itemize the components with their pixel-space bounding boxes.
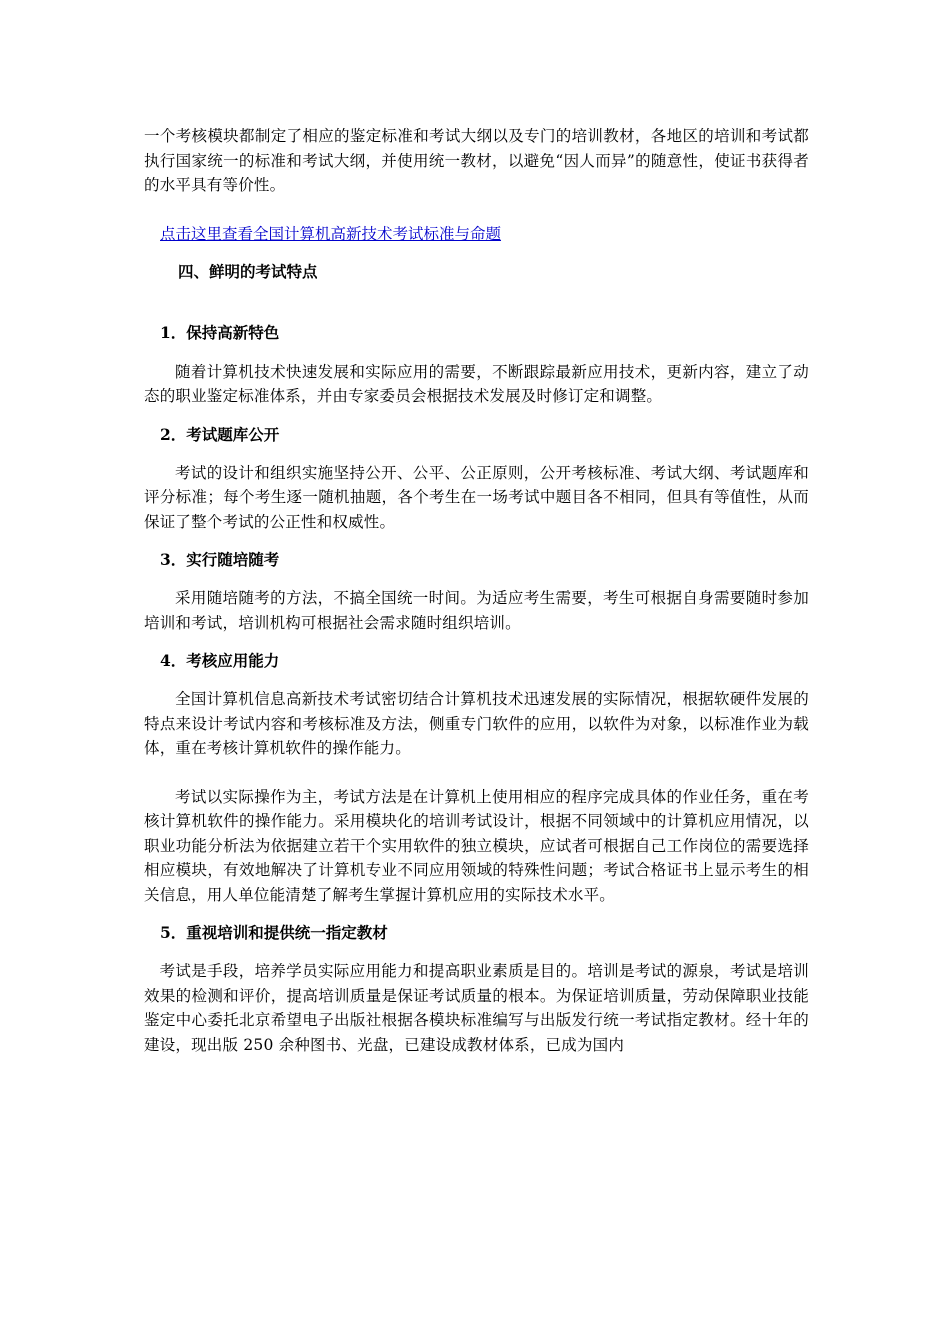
item-paragraph-4-1: 全国计算机信息高新技术考试密切结合计算机技术迅速发展的实际情况，根据软硬件发展的特点来设计考试内容和考核标准及方法，侧重专门软件的应用，以软件为对象，以标准作业为载体，重在考核计算机软件的操作能力。	[144, 690, 809, 757]
document-page	[144, 124, 809, 1057]
section-title: 四、鲜明的考试特点	[178, 261, 318, 281]
exam-standards-link[interactable]: 点击这里查看全国计算机高新技术考试标准与命题	[160, 224, 502, 243]
item-heading-5: 5．重视培训和提供统一指定教材	[160, 923, 388, 942]
item-paragraph-3-1: 采用随培随考的方法，不搞全国统一时间。为适应考生需要，考生可根据自身需要随时参加培训和考试，培训机构可根据社会需求随时组织培训。	[144, 589, 809, 632]
item-heading-1: 1．保持高新特色	[160, 322, 280, 342]
item-heading-4: 4．考核应用能力	[160, 651, 280, 670]
item-heading-3: 3．实行随培随考	[160, 550, 280, 569]
item-paragraph-4-2: 考试以实际操作为主，考试方法是在计算机上使用相应的程序完成具体的作业任务，重在考核计算机软件的操作能力。采用模块化的培训考试设计，根据不同领域中的计算机应用情况，以职业功能分析法为依据建立若干个实用软件的独立模块，应试者可根据自己工作岗位的需要选择相应模块，有效地解决了计算机专业不同应用领域的特殊性问题；考试合格证书上显示考生的相关信息，用人单位能清楚了解考生掌握计算机应用的实际技术水平。	[144, 787, 809, 904]
item-paragraph-5-1: 考试是手段，培养学员实际应用能力和提高职业素质是目的。培训是考试的源泉，考试是培训效果的检测和评价，提高培训质量是保证考试质量的根本。为保证培训质量，劳动保障职业技能鉴定中心委托北京希望电子出版社根据各模块标准编写与出版发行统一考试指定教材。经十年的建设，现出版 250 余种图书、光盘，已建设成教材体系，已成为国内	[144, 962, 809, 1054]
item-heading-2: 2．考试题库公开	[160, 424, 280, 444]
item-paragraph-2-1: 考试的设计和组织实施坚持公开、公平、公正原则，公开考核标准、考试大纲、考试题库和评分标准；每个考生逐一随机抽题，各个考生在一场考试中题目各不相同，但具有等值性，从而保证了整个考试的公正性和权威性。	[144, 463, 809, 531]
item-paragraph-1-1: 随着计算机技术快速发展和实际应用的需要，不断跟踪最新应用技术，更新内容，建立了动态的职业鉴定标准体系，并由专家委员会根据技术发展及时修订定和调整。	[144, 362, 809, 405]
intro-paragraph: 一个考核模块都制定了相应的鉴定标准和考试大纲以及专门的培训教材，各地区的培训和考试都执行国家统一的标准和考试大纲，并使用统一教材，以避免“因人而异”的随意性，使证书获得者的水平具有等价性。	[144, 127, 809, 194]
